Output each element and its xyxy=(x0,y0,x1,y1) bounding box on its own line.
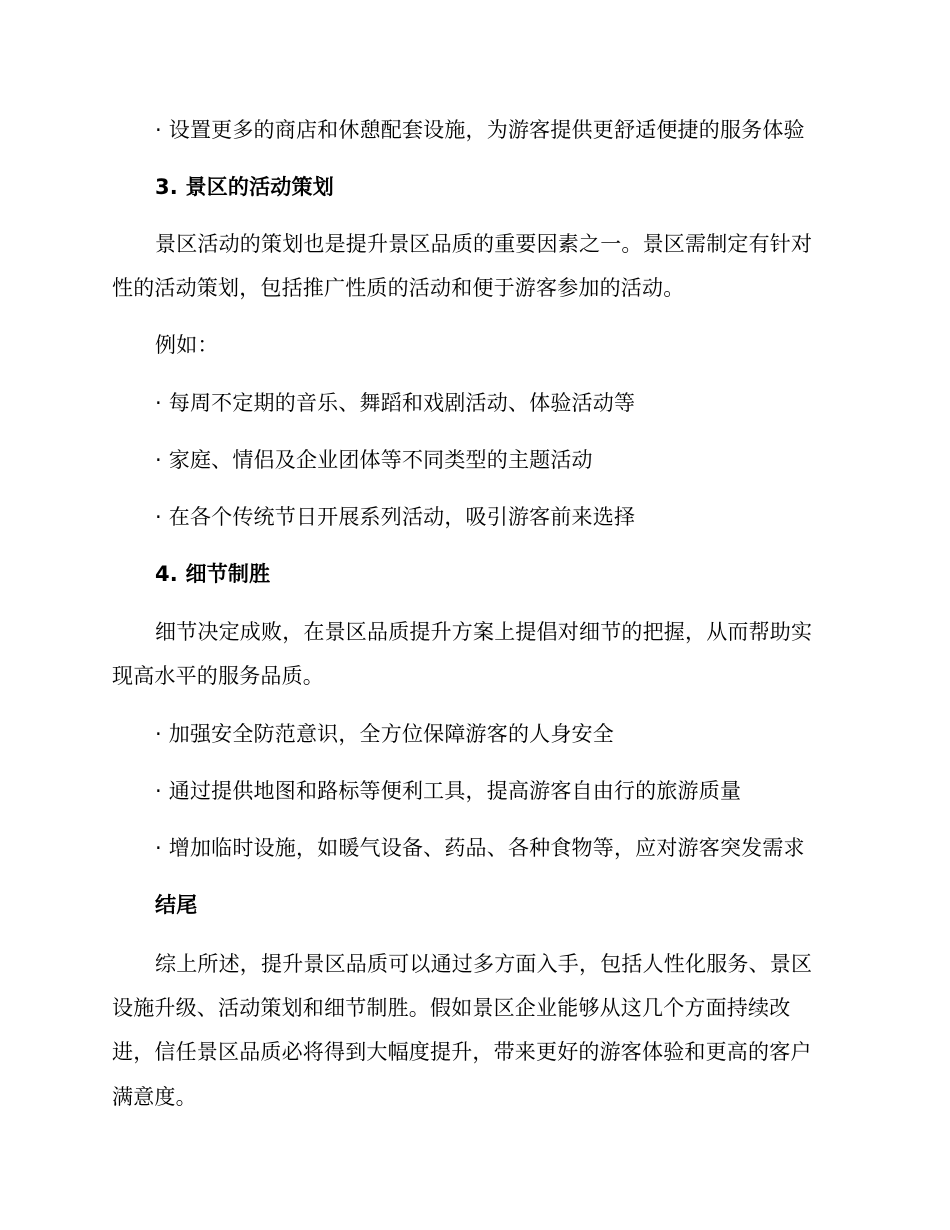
bullet-shops: · 设置更多的商店和休憩配套设施，为游客提供更舒适便捷的服务体验 xyxy=(155,118,805,142)
paragraph-conclusion-line-2: 设施升级、活动策划和细节制胜。假如景区企业能够从这几个方面持续改 xyxy=(112,996,791,1020)
paragraph-details-line-2: 现高水平的服务品质。 xyxy=(112,664,324,688)
activity-bullet-1: · 每周不定期的音乐、舞蹈和戏剧活动、体验活动等 xyxy=(155,391,636,415)
paragraph-conclusion-line-4: 满意度。 xyxy=(112,1085,197,1109)
paragraph-activities-line-2: 性的活动策划，包括推广性质的活动和便于游客参加的活动。 xyxy=(112,276,685,300)
paragraph-activities-line-1: 景区活动的策划也是提升景区品质的重要因素之一。景区需制定有针对 xyxy=(155,232,813,256)
section-heading-4: 4. 细节制胜 xyxy=(155,562,271,586)
activity-bullet-2: · 家庭、情侣及企业团体等不同类型的主题活动 xyxy=(155,448,593,472)
detail-bullet-2: · 通过提供地图和路标等便利工具，提高游客自由行的旅游质量 xyxy=(155,779,742,803)
example-label: 例如： xyxy=(155,333,219,357)
section-heading-3: 3. 景区的活动策划 xyxy=(155,175,334,199)
section-heading-conclusion: 结尾 xyxy=(155,893,198,917)
detail-bullet-3: · 增加临时设施，如暖气设备、药品、各种食物等，应对游客突发需求 xyxy=(155,836,805,860)
paragraph-details-line-1: 细节决定成败，在景区品质提升方案上提倡对细节的把握，从而帮助实 xyxy=(155,620,813,644)
detail-bullet-1: · 加强安全防范意识，全方位保障游客的人身安全 xyxy=(155,722,614,746)
paragraph-conclusion-line-3: 进，信任景区品质必将得到大幅度提升，带来更好的游客体验和更高的客户 xyxy=(112,1040,812,1064)
paragraph-conclusion-line-1: 综上所述，提升景区品质可以通过多方面入手，包括人性化服务、景区 xyxy=(155,952,813,976)
activity-bullet-3: · 在各个传统节日开展系列活动，吸引游客前来选择 xyxy=(155,505,636,529)
